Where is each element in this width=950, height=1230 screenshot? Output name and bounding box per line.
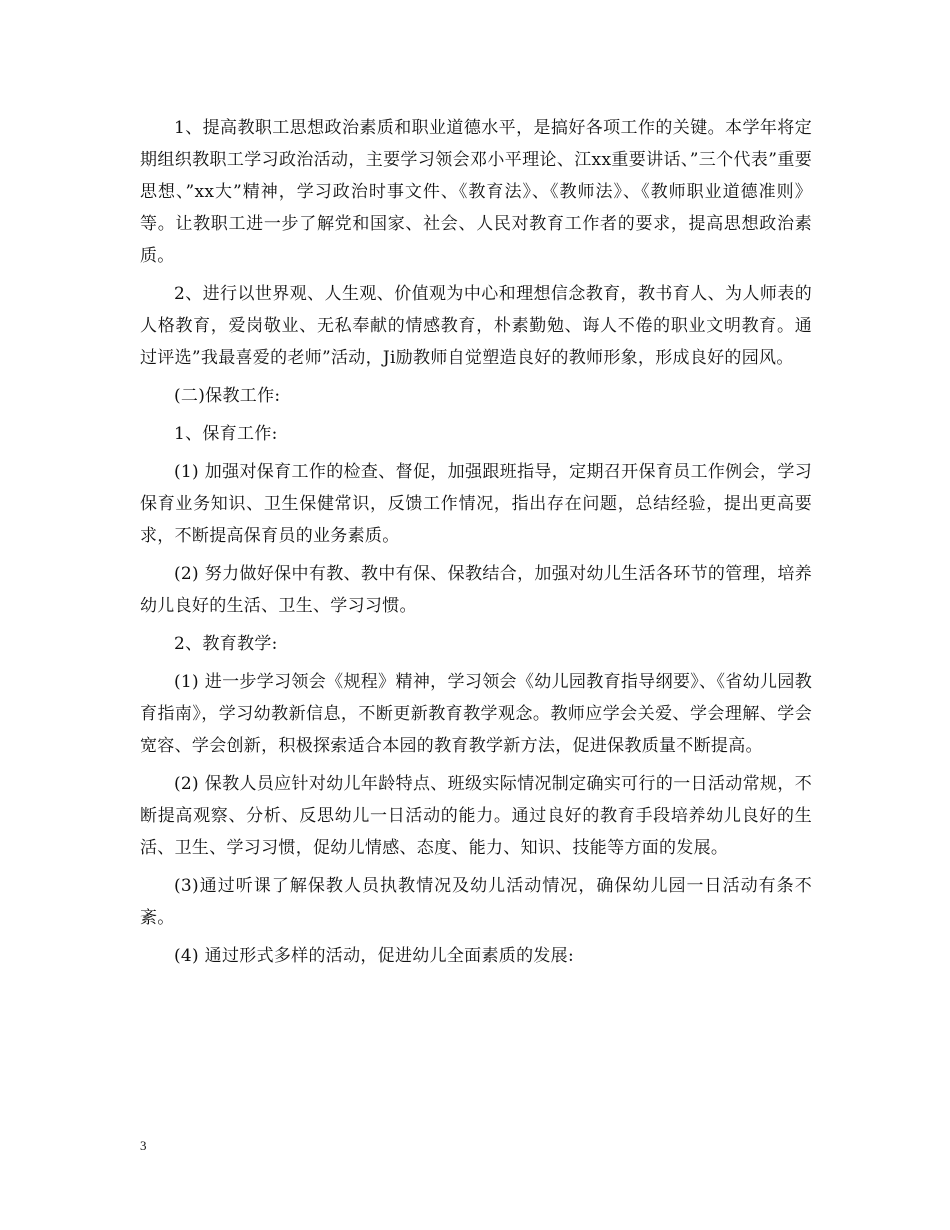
document-body	[140, 112, 812, 978]
subsection-heading-care-work: 1、保育工作:	[174, 424, 278, 444]
page-number: 3	[140, 1138, 147, 1153]
paragraph-teaching-2: (2) 保教人员应针对幼儿年龄特点、班级实际情况制定确实可行的一日活动常规，不断提高观察、分析、反思幼儿一日活动的能力。通过良好的教育手段培养幼儿良好的生活、卫生、学习习惯，促幼儿情感、态度、能力、知识、技能等方面的发展。	[140, 774, 812, 858]
paragraph-teaching-1: (1) 进一步学习领会《规程》精神，学习领会《幼儿园教育指导纲要》、《省幼儿园教育指南》，学习幼教新信息，不断更新教育教学观念。教师应学会关爱、学会理解、学会宽容、学会创新，积极探索适合本园的教育教学新方法，促进保教质量不断提高。	[140, 672, 812, 756]
paragraph-care-2: (2) 努力做好保中有教、教中有保、保教结合，加强对幼儿生活各环节的管理，培养幼儿良好的生活、卫生、学习习惯。	[140, 564, 812, 616]
paragraph-2: 2、进行以世界观、人生观、价值观为中心和理想信念教育，教书育人、为人师表的人格教育，爱岗敬业、无私奉献的情感教育，朴素勤勉、诲人不倦的职业文明教育。通过评选”我最喜爱的老师”活动，Ji励教师自觉塑造良好的教师形象，形成良好的园风。	[140, 284, 812, 368]
section-heading-care-education: (二)保教工作:	[174, 386, 281, 406]
paragraph-1: 1、提高教职工思想政治素质和职业道德水平，是搞好各项工作的关键。本学年将定期组织教职工学习政治活动，主要学习领会邓小平理论、江xx重要讲话、”三个代表”重要思想、”xx大”精神，学习政治时事文件、《教育法》、《教师法》、《教师职业道德准则》等。让教职工进一步了解党和国家、社会、人民对教育工作者的要求，提高思想政治素质。	[140, 118, 812, 266]
subsection-heading-teaching: 2、教育教学:	[174, 634, 278, 654]
paragraph-teaching-4: (4) 通过形式多样的活动，促进幼儿全面素质的发展:	[174, 946, 575, 966]
paragraph-care-1: (1) 加强对保育工作的检查、督促，加强跟班指导，定期召开保育员工作例会，学习保育业务知识、卫生保健常识，反馈工作情况，指出存在问题，总结经验，提出更高要求，不断提高保育员的业务素质。	[140, 462, 812, 546]
paragraph-teaching-3: (3)通过听课了解保教人员执教情况及幼儿活动情况，确保幼儿园一日活动有条不紊。	[140, 876, 812, 928]
